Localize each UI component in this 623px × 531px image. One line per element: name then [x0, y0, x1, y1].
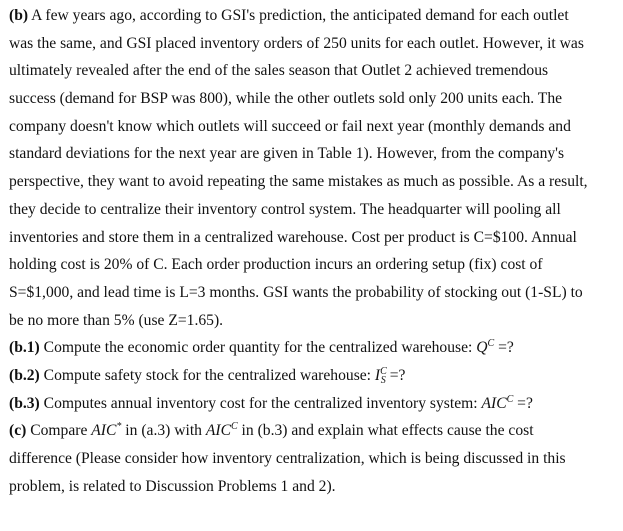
paragraph-b-line-2: was the same, and GSI placed inventory orders of 250 units for each outlet. However, it was [9, 34, 584, 52]
paragraph-b-line-12: be no more than 5% (use Z=1.65). [9, 311, 224, 329]
paragraph-b-line-10: holding cost is 20% of C. Each order production incurs an ordering setup (fix) cost of [9, 256, 543, 274]
question-c-line-2: difference (Please consider how inventory centralization, which is being discussed in this [9, 450, 566, 467]
question-c-label: (c) [9, 422, 27, 440]
paragraph-b-line-6: standard deviations for the next year are given in Table 1). However, from the company's [9, 145, 565, 163]
question-b1-label: (b.1) [9, 339, 40, 357]
question-b3-text: Computes annual inventory cost for the centralized inventory system: [39, 394, 482, 412]
aic-star-symbol: AIC [91, 422, 117, 440]
paragraph-b-line-8: they decide to centralize their inventory control system. The headquarter will pooling all [9, 200, 561, 218]
paragraph-b-line-11: S=$1,000, and lead time is L=3 months. GSI wants the probability of stocking out (1-SL) to [9, 283, 583, 301]
paragraph-b-line-1: (b) A few years ago, according to GSI's prediction, the anticipated demand for each outlet [9, 7, 569, 24]
question-b1: (b.1) Compute the economic order quantity for the centralized warehouse: $Q^C$ =? [9, 338, 514, 357]
question-c-line-3: problem, is related to Discussion Problems 1 and 2). [9, 477, 336, 495]
aic-c-symbol: AIC [481, 394, 507, 412]
safety-stock-symbol: I [374, 366, 381, 384]
paragraph-b-line-5: company doesn't know which outlets will succeed or fail next year (monthly demands and [9, 117, 571, 135]
question-b1-text: Compute the economic order quantity for the centralized warehouse: [39, 339, 477, 357]
paragraph-b-line-4: success (demand for BSP was 800), while the other outlets sold only 200 units each. The [9, 90, 563, 108]
part-b-label: (b) [9, 7, 29, 24]
question-b3-label: (b.3) [9, 394, 40, 412]
question-c-line-1: (c) Compare AIC* in (a.3) with $AIC^C$ in (b.3) and explain what effects cause the cost [9, 421, 534, 440]
question-b2: (b.2) Compute safety stock for the centralized warehouse: $I^C_S$ =? [9, 365, 406, 386]
paragraph-b-line-9: inventories and store them in a centralized warehouse. Cost per product is C=$100. Annual [9, 228, 577, 246]
aic-c-symbol-ref: AIC [205, 422, 231, 440]
paragraph-b-line-7: perspective, they want to avoid repeating the same mistakes as much as possible. As a result, [9, 173, 588, 191]
question-b3: (b.3) Computes annual inventory cost for the centralized inventory system: $AIC^C$ =? [9, 393, 533, 412]
question-b2-label: (b.2) [9, 366, 40, 384]
paragraph-b-line-3: ultimately revealed after the end of the sales season that Outlet 2 achieved tremendous [9, 62, 549, 80]
eoq-symbol: Q [476, 339, 488, 357]
question-b2-text: Compute safety stock for the centralized warehouse: [39, 366, 375, 384]
